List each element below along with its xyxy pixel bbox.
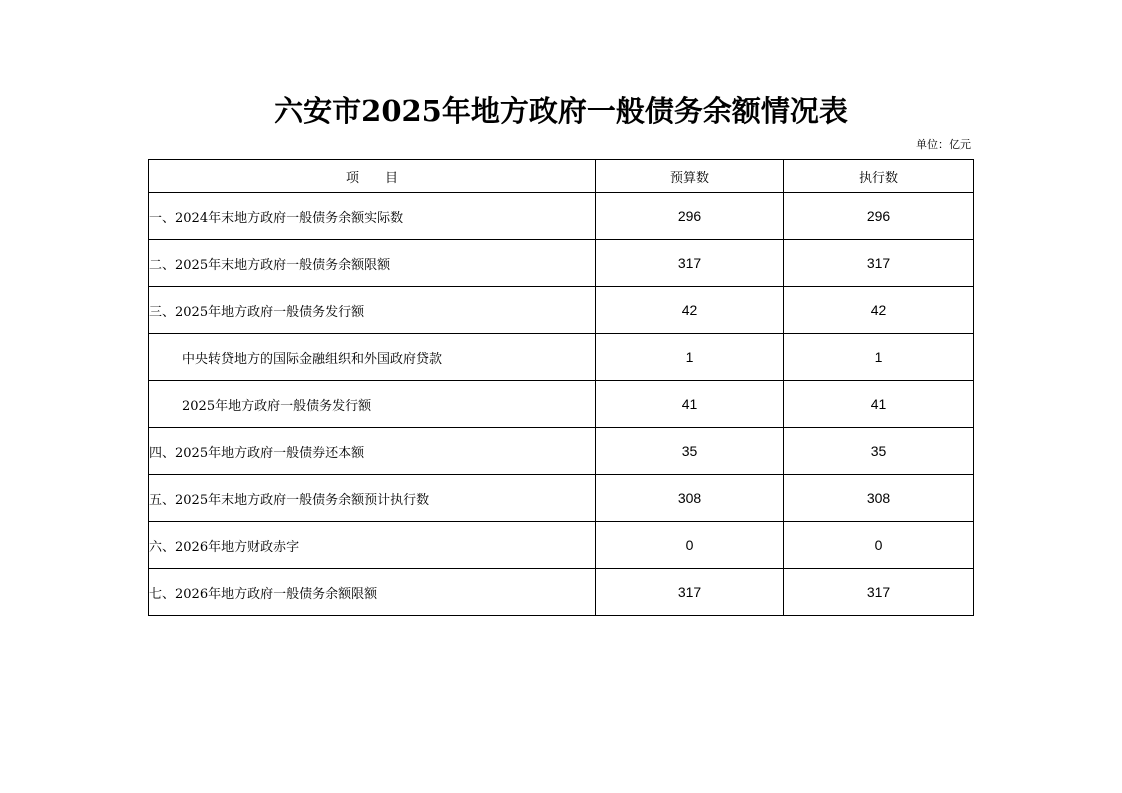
row-budget-value: 35 <box>596 428 784 475</box>
debt-balance-table <box>148 159 974 616</box>
row-budget-value: 1 <box>596 334 784 381</box>
row-item-label: 中央转贷地方的国际金融组织和外国政府贷款 <box>149 334 596 381</box>
row-execution-value: 1 <box>784 334 974 381</box>
row-execution-value: 35 <box>784 428 974 475</box>
header-item: 项 目 <box>149 160 596 193</box>
row-item-label: 二、2025年末地方政府一般债务余额限额 <box>149 240 596 287</box>
row-execution-value: 317 <box>784 569 974 616</box>
table-row <box>149 569 974 616</box>
header-execution: 执行数 <box>784 160 974 193</box>
row-budget-value: 308 <box>596 475 784 522</box>
row-execution-value: 296 <box>784 193 974 240</box>
row-execution-value: 41 <box>784 381 974 428</box>
table-row-sub <box>149 334 974 381</box>
row-item-label: 一、2024年末地方政府一般债务余额实际数 <box>149 193 596 240</box>
table-row <box>149 475 974 522</box>
row-item-label: 三、2025年地方政府一般债务发行额 <box>149 287 596 334</box>
row-item-label: 2025年地方政府一般债务发行额 <box>149 381 596 428</box>
table-row-sub <box>149 381 974 428</box>
row-budget-value: 41 <box>596 381 784 428</box>
table-header-row <box>149 160 974 193</box>
row-execution-value: 317 <box>784 240 974 287</box>
row-execution-value: 308 <box>784 475 974 522</box>
row-budget-value: 317 <box>596 240 784 287</box>
table-row <box>149 240 974 287</box>
row-item-label: 六、2026年地方财政赤字 <box>149 522 596 569</box>
row-execution-value: 0 <box>784 522 974 569</box>
row-budget-value: 0 <box>596 522 784 569</box>
table-row <box>149 428 974 475</box>
header-budget: 预算数 <box>596 160 784 193</box>
table-row <box>149 522 974 569</box>
row-budget-value: 317 <box>596 569 784 616</box>
table-row <box>149 287 974 334</box>
row-item-label: 七、2026年地方政府一般债务余额限额 <box>149 569 596 616</box>
table-row <box>149 193 974 240</box>
row-item-label: 四、2025年地方政府一般债券还本额 <box>149 428 596 475</box>
unit-label: 单位：亿元 <box>916 138 971 151</box>
row-item-label: 五、2025年末地方政府一般债务余额预计执行数 <box>149 475 596 522</box>
row-budget-value: 296 <box>596 193 784 240</box>
document-title: 六安市2025年地方政府一般债务余额情况表 <box>274 94 848 128</box>
row-execution-value: 42 <box>784 287 974 334</box>
row-budget-value: 42 <box>596 287 784 334</box>
